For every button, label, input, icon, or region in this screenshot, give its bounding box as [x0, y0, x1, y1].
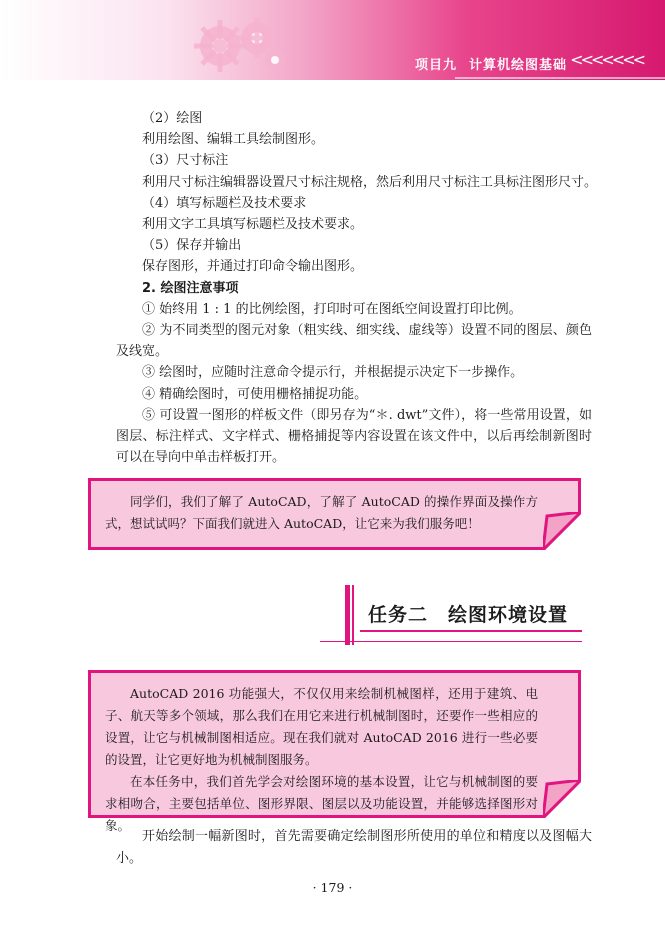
- page-fold-icon: [543, 512, 581, 550]
- task-name: 绘图环境设置: [448, 604, 569, 626]
- page-number: · 179 ·: [312, 880, 353, 895]
- task-number: 任务二: [368, 604, 429, 626]
- task-rule-decoration: [320, 641, 582, 642]
- page-fold-icon: [543, 780, 581, 818]
- body-paragraph: 开始绘制一幅新图时，首先需要确定绘制图形所使用的单位和精度以及图幅大小。: [116, 829, 592, 866]
- step-heading: （3）尺寸标注: [142, 153, 229, 169]
- list-item: ② 为不同类型的图元对象（粗实线、细实线、虚线等）设置不同的图层、颜色及线宽。: [116, 322, 592, 360]
- step-heading: （5）保存并输出: [142, 238, 242, 254]
- task-heading: [368, 600, 568, 627]
- step-heading: （4）填写标题栏及技术要求: [142, 195, 307, 211]
- body-content: [116, 108, 598, 468]
- step-text: 利用绘图、编辑工具绘制图形。: [142, 132, 325, 148]
- step-text: 利用文字工具填写标题栏及技术要求。: [142, 216, 364, 232]
- list-item: ③ 绘图时，应随时注意命令提示行，并根据提示决定下一步操作。: [142, 365, 524, 381]
- intro-paragraph: AutoCAD 2016 功能强大，不仅仅用来绘制机械图样，还用于建筑、电子、航天等多个领域，那么我们在用它来进行机械制图时，还要作一些相应的设置，让它与机械制图相适应。现在我们就对 AutoCAD 2016 进行一些必要的设置，让它更好地为机械制图服务。: [105, 686, 538, 767]
- step-text: 利用尺寸标注编辑器设置尺寸标注规格，然后利用尺寸标注工具标注图形尺寸。: [142, 174, 598, 190]
- list-item: ④ 精确绘图时，可使用栅格捕捉功能。: [142, 386, 368, 402]
- list-item: ① 始终用 1 : 1 的比例绘图，打印时可在图纸空间设置打印比例。: [142, 301, 522, 317]
- header-rule: [455, 77, 665, 79]
- task-bar-decoration: [352, 585, 354, 645]
- task-rule-decoration: [360, 630, 582, 632]
- step-text: 保存图形，并通过打印命令输出图形。: [142, 259, 364, 275]
- gears-decoration-icon: [185, 8, 295, 78]
- note-box: [88, 478, 581, 550]
- page-header: [0, 0, 665, 80]
- list-item: ⑤ 可设置一图形的样板文件（即另存为“＊. dwt”文件），将一些常用设置，如图层、标注样式、文字样式、栅格捕捉等内容设置在该文件中，以后再绘制新图时可以在导向中单击样板打开。: [116, 407, 592, 466]
- project-label: 项目九: [414, 58, 457, 73]
- chevron-decoration-icon: <<<<<<<: [570, 50, 643, 69]
- intro-paragraph: 在本任务中，我们首先学会对绘图环境的基本设置，让它与机械制图的要求相吻合，主要包括单位、图形界限、图层以及功能设置，并能够选择图形对象。: [105, 774, 538, 833]
- note-text: 同学们，我们了解了 AutoCAD，了解了 AutoCAD 的操作界面及操作方式，想试试吗？下面我们就进入 AutoCAD，让它来为我们服务吧！: [105, 494, 538, 531]
- section-heading: 2. 绘图注意事项: [142, 280, 239, 296]
- task-intro-box: [88, 670, 581, 833]
- header-title: [415, 54, 567, 73]
- chapter-title: 计算机绘图基础: [468, 58, 567, 73]
- step-heading: （2）绘图: [142, 111, 203, 126]
- task-bar-decoration: [345, 585, 350, 645]
